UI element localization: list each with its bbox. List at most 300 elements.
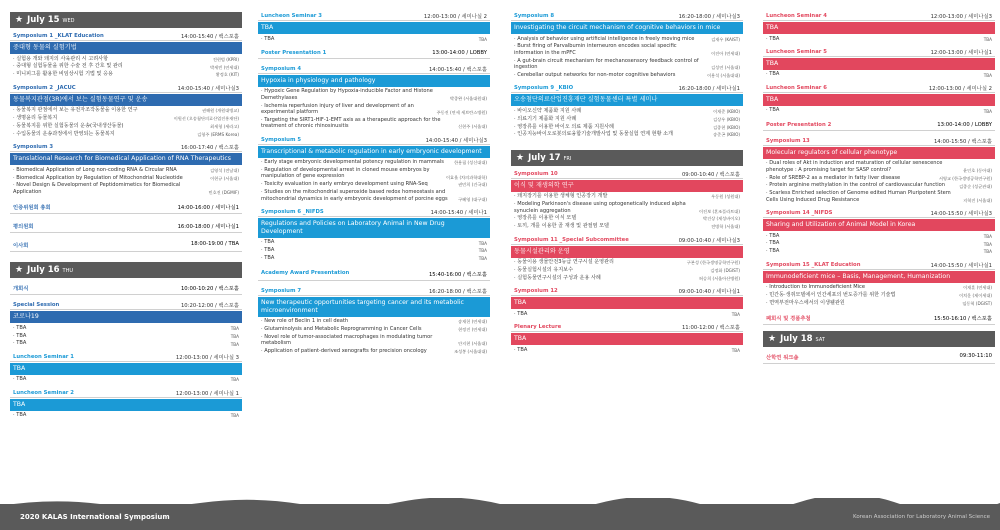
talk-item <box>511 267 743 273</box>
session-block <box>10 301 242 347</box>
talk-title: · 동물실험시설의 유지보수 <box>514 267 710 273</box>
talk-speaker: TBA <box>230 377 239 383</box>
talk-title: · 동물이용 생물안전3등급 연구시설 운영관리 <box>514 259 687 265</box>
talk-item <box>763 292 995 298</box>
session-block <box>763 120 995 131</box>
talk-item <box>10 182 242 195</box>
session-name: Symposium 1 _KLAT Education <box>13 33 104 39</box>
session-block <box>763 48 995 78</box>
talk-speaker: 조성봉 (서울대대) <box>454 349 487 355</box>
talk-speaker: 구혜영 (대구대) <box>458 196 487 202</box>
column-1 <box>10 12 242 425</box>
talk-item <box>258 159 490 165</box>
talk-speaker: 한용필 (성신대대) <box>454 160 487 166</box>
talk-speaker: 김종순 (성균관대) <box>959 183 992 189</box>
talk-item <box>763 248 995 254</box>
session-name: Symposium 4 <box>261 65 302 72</box>
session-title: Molecular regulators of cellular phenotype <box>763 147 995 159</box>
talk-speaker: 김영석 (전남대) <box>210 167 239 173</box>
talk-speaker: 전병학 (서울대) <box>711 224 740 230</box>
talk-item <box>10 56 242 62</box>
session-block <box>10 201 242 214</box>
talk-speaker: 이진보 (혼조플라트대) <box>698 208 740 214</box>
talk-speaker: 전현범 (KPRI) <box>212 56 239 62</box>
session-time: 14:00-15:50 / 세미나실1 <box>930 262 992 269</box>
session-block <box>511 84 743 138</box>
session-time: 16:20-18:00 / 세미나실1 <box>678 86 740 93</box>
talk-title: · TBA <box>261 239 479 245</box>
session-name: Symposium 2 _JACUC <box>13 84 76 91</box>
session-name: Symposium 5 <box>261 136 302 143</box>
talk-item <box>763 107 995 113</box>
talk-item <box>258 36 490 42</box>
talk-speaker: 구본성 (한국생명공학연구원) <box>686 260 740 266</box>
star-icon: ★ <box>15 265 24 276</box>
day-header-july16 <box>10 262 242 278</box>
talk-speaker: 김상우 (KBIO) <box>713 116 740 122</box>
session-time: 11:00-12:00 / 백스포홀 <box>681 325 740 332</box>
talk-title: · TBA <box>766 36 984 42</box>
talk-item <box>10 412 242 418</box>
session-block <box>10 389 242 419</box>
talk-speaker: 임동혁 (DGIST) <box>962 301 992 307</box>
talk-item <box>763 240 995 246</box>
talk-item <box>511 193 743 199</box>
session-block <box>763 84 995 114</box>
talk-speaker: 최세형 (세라고) <box>210 124 239 130</box>
talk-title: · TBA <box>13 376 231 382</box>
talk-item <box>511 223 743 229</box>
talk-item <box>763 190 995 203</box>
session-block <box>511 170 743 230</box>
talk-speaker: 박건상 (제성바이오) <box>703 216 740 222</box>
talk-title: · Biomedical Application of Long non-coding RNA & Circular RNA <box>13 167 210 173</box>
session-block <box>511 236 743 282</box>
talk-speaker: 송준곤 (KBIO) <box>713 132 740 138</box>
session-single-row <box>763 351 995 364</box>
talk-title: · 면역부전마우스에서의 이생웰관원 <box>766 300 962 306</box>
session-header <box>511 12 743 21</box>
talk-title: · TBA <box>13 412 231 418</box>
talk-speaker: TBA <box>983 233 992 239</box>
talk-item <box>511 124 743 130</box>
talk-item <box>511 116 743 122</box>
session-name: Symposium 3 <box>13 144 54 151</box>
talk-title: · TBA <box>766 248 984 254</box>
talk-title: · 수입동물의 운송과정에서 반영되는 동물복지 <box>13 131 197 137</box>
star-icon: ★ <box>768 334 777 345</box>
session-time: 12:00-13:00 / 세미나실 3 <box>175 354 239 361</box>
talk-speaker: 허승희 (서울아산병원) <box>698 275 740 281</box>
talk-title: · TBA <box>766 71 984 77</box>
session-header <box>10 301 242 310</box>
talk-item <box>763 233 995 239</box>
session-time: 18:00-19:00 / TBA <box>190 241 239 248</box>
footer-title: 2020 KALAS International Symposium <box>20 513 170 521</box>
session-block <box>10 143 242 195</box>
session-header <box>258 287 490 296</box>
star-icon: ★ <box>516 152 525 163</box>
session-name: 개회식 <box>13 286 29 293</box>
session-block <box>511 323 743 353</box>
talk-item <box>10 131 242 137</box>
session-name: Symposium 7 <box>261 287 302 294</box>
talk-title: · TBA <box>13 333 231 339</box>
talk-speaker: 서영교 (한국생명공학연구원) <box>938 175 992 181</box>
talk-item <box>511 43 743 56</box>
talk-title: · Modeling Parkinson's disease using optogenetically induced alpha synuclein aggregation <box>514 201 699 214</box>
talk-title: · 토끼, 개를 이용한 골 재생 및 관절염 모델 <box>514 223 711 229</box>
talk-item <box>763 182 995 188</box>
talk-title: · Targeting the SIRT1-HIF-1-EMT axis as a therapeutic approach for the treatment of chronic rhinosinusitis <box>261 117 458 130</box>
talk-speaker: TBA <box>230 325 239 331</box>
talk-speaker: 김정화 (DGIST) <box>710 268 740 274</box>
talk-title: · TBA <box>766 107 984 113</box>
talk-item <box>10 376 242 382</box>
talk-speaker: 안지현 (서울대) <box>458 341 487 347</box>
session-title: 오송첨단의료산업진흥재단 실험동물센터 특별 세미나 <box>511 94 743 106</box>
talk-title: · Hypoxic Gene Regulation by Hypoxia-inducible Factor and Histone Demethylases <box>261 88 450 101</box>
session-header <box>763 137 995 146</box>
session-block <box>763 312 995 325</box>
talk-title: · Biomedical Application by Regulation of Mitochondrial Nucleotide <box>13 175 210 181</box>
talk-item <box>10 167 242 173</box>
session-title: 동물시설관리와 운영 <box>511 246 743 258</box>
session-title: 이식 및 재생의학 연구 <box>511 180 743 192</box>
session-title: 코로나19 <box>10 311 242 323</box>
session-block <box>10 220 242 233</box>
talk-speaker: 이효율 (차의과학대학) <box>445 174 487 180</box>
talk-title: · 동물복지 관점에서 보는 유전자조작동물을 이용한 연구 <box>13 107 202 113</box>
session-time: 14:00-15:40 / 세미나실3 <box>425 137 487 144</box>
session-single-row <box>10 201 242 214</box>
talk-item <box>258 326 490 332</box>
session-block <box>763 351 995 364</box>
talk-item <box>258 181 490 187</box>
session-name: 폐회식 및 경품추첨 <box>766 316 811 323</box>
talk-title: · Dual roles of Akt in induction and maturation of cellular senescence phenotype : A promising target for SASP control? <box>766 160 963 173</box>
talk-title: · TBA <box>261 255 479 261</box>
session-name: Luncheon Seminar 3 <box>261 13 322 19</box>
session-header <box>10 389 242 398</box>
session-name: Symposium 11 _Special Subcommittee <box>514 236 629 243</box>
session-header <box>10 32 242 41</box>
session-time: 14:00-15:40 / 백스포홀 <box>180 34 239 40</box>
talk-speaker: 이재준 (KBIO) <box>713 108 740 114</box>
session-header <box>763 84 995 93</box>
talk-speaker: TBA <box>731 311 740 317</box>
talk-speaker: 박종완 (서울대원대) <box>450 95 487 101</box>
talk-speaker: 주동진 (연세 세브란스병원) <box>436 110 487 116</box>
talk-title: · Burst firing of Parvalbumin interneuron encodes social specific information in the mPFC <box>514 43 711 56</box>
session-header <box>511 323 743 332</box>
talk-speaker: 황정호 (KIT) <box>215 72 239 78</box>
talk-item <box>10 123 242 129</box>
talk-speaker: TBA <box>230 333 239 339</box>
talk-item <box>258 239 490 245</box>
talk-speaker: 민호진 (DGMIF) <box>208 189 239 195</box>
talk-title: · Introduction to Immunodeficient Mice <box>766 284 963 290</box>
talk-title: · New role of Beclin 1 in cell death <box>261 318 458 324</box>
session-single-row <box>10 282 242 295</box>
session-header <box>258 65 490 74</box>
talk-item <box>258 334 490 347</box>
talk-item <box>511 58 743 71</box>
session-title: Investigating the circuit mechanism of cognitive behaviors in mice <box>511 22 743 34</box>
talk-item <box>511 215 743 221</box>
talk-title: · TBA <box>766 240 984 246</box>
day-label: July 15 <box>27 15 60 25</box>
talk-title: · 영장류를 이용한 이식 모델 <box>514 215 703 221</box>
talk-title: · 돼지장기를 이용한 생체형 인공장기 개발 <box>514 193 711 199</box>
session-time: 16:20-18:00 / 백스포홀 <box>428 288 487 295</box>
session-header <box>511 236 743 245</box>
session-time: 10:20-12:00 / 백스포홀 <box>180 303 239 310</box>
talk-title: · Role of SREBP-2 as a mediator in fatty liver disease <box>766 175 939 181</box>
session-time: 14:00-15:40 / 세미나실3 <box>177 85 239 92</box>
session-title: 동물복지관점(3R)에서 보는 실험동물연구 및 운송 <box>10 94 242 106</box>
talk-item <box>10 107 242 113</box>
session-single-row <box>10 220 242 233</box>
session-name: Luncheon Seminar 5 <box>766 48 827 55</box>
column-2 <box>258 12 490 360</box>
talk-item <box>10 71 242 77</box>
talk-item <box>511 275 743 281</box>
talk-speaker: 이현규 (서울대) <box>210 175 239 181</box>
session-single-row <box>258 48 490 59</box>
session-header <box>258 12 490 21</box>
session-name: Symposium 8 <box>514 13 555 19</box>
session-block <box>258 208 490 262</box>
talk-item <box>511 201 743 214</box>
session-time: 13:00-14:00 / LOBBY <box>432 49 487 56</box>
session-name: 평의원회 <box>13 224 34 231</box>
session-time: 16:00-17:40 / 백스포홀 <box>180 145 239 152</box>
session-time: 14:00-16:00 / 세미나실1 <box>177 205 239 212</box>
session-block <box>258 268 490 281</box>
talk-speaker: TBA <box>983 241 992 247</box>
talk-title: · Glutaminolysis and Metabolic Reprogramming in Cancer Cells <box>261 326 458 332</box>
session-name: Academy Award Presentation <box>261 269 350 276</box>
session-time: 12:00-13:00 / 세미나실1 <box>930 49 992 56</box>
session-title: Immunodeficient mice – Basis, Management, Humanization <box>763 271 995 283</box>
session-header <box>258 208 490 217</box>
session-name: Luncheon Seminar 1 <box>13 353 74 360</box>
session-single-row <box>258 268 490 281</box>
talk-title: · TBA <box>514 311 732 317</box>
session-block <box>10 32 242 78</box>
session-header <box>763 48 995 57</box>
talk-speaker: 이진아 (연세대) <box>711 50 740 56</box>
session-single-row <box>10 239 242 252</box>
day-header-july17 <box>511 150 743 166</box>
footer-bar <box>0 504 1000 530</box>
talk-title: · TBA <box>261 36 479 42</box>
session-time: 12:00-13:00 / 세미나실3 <box>930 14 992 20</box>
session-header <box>511 170 743 179</box>
column-4 <box>763 12 995 370</box>
talk-item <box>511 36 743 42</box>
talk-item <box>258 318 490 324</box>
session-title: TBA <box>763 58 995 70</box>
talk-item <box>763 284 995 290</box>
session-title: New therapeutic opportunities targeting cancer and its metabolic microenvironment <box>258 297 490 317</box>
talk-speaker: 김성연 (서울대) <box>711 65 740 71</box>
day-of-week: SAT <box>815 337 825 344</box>
talk-speaker: 김재우 (KAIST) <box>711 36 740 42</box>
talk-item <box>10 115 242 121</box>
session-block <box>511 12 743 78</box>
session-time: 09:00-10:40 / 세미나실3 <box>678 237 740 244</box>
session-block <box>10 84 242 138</box>
star-icon: ★ <box>15 15 24 25</box>
day-header-july18 <box>763 331 995 347</box>
talk-item <box>258 117 490 130</box>
session-title: Translational Research for Biomedical Application of RNA Therapeutics <box>10 153 242 165</box>
talk-title: · 인공지능바이오로봇의료융합기술개발사업 및 동물실험 연계 현황 소개 <box>514 131 713 137</box>
talk-item <box>10 175 242 181</box>
talk-speaker: 신현주 (서울대) <box>458 124 487 130</box>
session-name: Special Session <box>13 302 60 309</box>
talk-speaker: 윤인호 (동아대) <box>963 167 992 173</box>
session-title: TBA <box>10 399 242 411</box>
talk-speaker: TBA <box>478 248 487 254</box>
talk-speaker: 권민희 (건국대) <box>458 182 487 188</box>
session-name: Luncheon Seminar 4 <box>766 13 827 19</box>
session-header <box>763 261 995 270</box>
talk-speaker: 이치운 (제이세대) <box>959 293 992 299</box>
talk-title: · Application of patient-derived xenografts for precision oncology <box>261 348 454 354</box>
talk-title: · Novel Design & Development of Peptidomimetics for Biomedical Application <box>13 182 209 195</box>
talk-item <box>511 259 743 265</box>
talk-title: · TBA <box>13 325 231 331</box>
talk-speaker: TBA <box>478 36 487 42</box>
session-block <box>258 65 490 130</box>
session-time: 10:00-10:20 / 백스포홀 <box>180 286 239 293</box>
talk-speaker: TBA <box>478 240 487 246</box>
talk-title: · 중대형 실험동물을 위한 수술 전 후 간호 및 관리 <box>13 63 210 69</box>
talk-title: · Novel role of tumor-associated macrophages in modulating tumor metabolism <box>261 334 458 347</box>
session-title: Hypoxia in physiology and pathology <box>258 75 490 87</box>
session-time: 12:00-13:00 / 세미나실 2 <box>423 14 487 20</box>
talk-item <box>258 167 490 180</box>
talk-title: · Studies on the mitochondrial superoxide based redox homeostasis and mitochondrial dynamics in early embryonic development of porcine eggs <box>261 189 458 202</box>
session-name: Symposium 9 _KBIO <box>514 85 574 92</box>
session-name: 인증위원회 총회 <box>13 205 51 212</box>
talk-title: · Protein arginine methylation in the control of cardiovascular function <box>766 182 959 188</box>
session-header <box>10 353 242 362</box>
session-name: 산학연 워크숍 <box>766 355 799 362</box>
talk-item <box>763 300 995 306</box>
talk-item <box>511 108 743 114</box>
session-block <box>258 12 490 42</box>
talk-title: · Scarless Enriched selection of Genome edited Human Pluripotent Stem Cells Using Induced Drug Resistance <box>766 190 963 203</box>
session-time: 14:00-15:50 / 세미나실3 <box>930 210 992 217</box>
talk-title: · 실험동물연구시설의 구성과 운용 사례 <box>514 275 699 281</box>
session-header <box>511 84 743 93</box>
day-of-week: THU <box>62 268 74 275</box>
talk-item <box>258 189 490 202</box>
talk-title: · 생명윤리 동물복지 <box>13 115 174 121</box>
talk-speaker: 이재훈 (연세대) <box>963 285 992 291</box>
talk-item <box>511 347 743 353</box>
session-block <box>10 282 242 295</box>
talk-speaker: 김종현 (KBIO) <box>713 124 740 130</box>
talk-title: · Cerebellar output networks for non-motor cognitive behaviors <box>514 72 707 78</box>
session-title: Transcriptional & metabolic regulation in early embryonic development <box>258 146 490 158</box>
session-time: 14:00-15:40 / 백스포홀 <box>428 66 487 73</box>
talk-item <box>258 255 490 261</box>
session-title: TBA <box>763 22 995 34</box>
talk-item <box>763 160 995 173</box>
session-time: 09:00-10:40 / 세미나실1 <box>678 289 740 296</box>
session-name: Luncheon Seminar 6 <box>766 84 827 91</box>
session-block <box>258 287 490 355</box>
talk-speaker: TBA <box>983 36 992 42</box>
talk-item <box>10 340 242 346</box>
talk-item <box>763 175 995 181</box>
session-single-row <box>763 120 995 131</box>
talk-speaker: TBA <box>478 256 487 262</box>
session-time: 16:20-18:00 / 세미나실3 <box>678 14 740 20</box>
talk-title: · TBA <box>514 347 732 353</box>
session-name: Symposium 15 _KLAT Education <box>766 261 861 268</box>
talk-speaker: 이용석 (서울대대) <box>707 72 740 78</box>
session-name: Poster Presentation 1 <box>261 49 327 56</box>
talk-speaker: TBA <box>983 108 992 114</box>
session-title: TBA <box>10 363 242 375</box>
talk-title: · 의료기기 제품화 지원 사례 <box>514 116 713 122</box>
talk-title: · 민간동·생쥐모델에서 인간세포의 번도증가를 위한 기술법 <box>766 292 959 298</box>
day-header-july15 <box>10 12 242 28</box>
session-block <box>10 353 242 383</box>
talk-item <box>258 88 490 101</box>
session-time: 12:00-13:00 / 세미나실 1 <box>175 390 239 397</box>
session-block <box>763 137 995 203</box>
session-block <box>258 136 490 202</box>
session-time: 15:50-16:10 / 백스포홀 <box>933 316 992 323</box>
talk-title: · Ischemia reperfusion injury of liver and development of an experimental platform <box>261 103 437 116</box>
session-title: TBA <box>763 94 995 106</box>
session-title: TBA <box>511 333 743 345</box>
talk-title: · 실험용 개와 돼지의 사육관리 시 고려사항 <box>13 56 213 62</box>
talk-speaker: TBA <box>983 72 992 78</box>
talk-item <box>10 63 242 69</box>
session-name: Symposium 13 <box>766 137 810 144</box>
session-title: TBA <box>511 297 743 309</box>
talk-title: · TBA <box>13 340 231 346</box>
talk-speaker: 송재헌 (연세대) <box>458 319 487 325</box>
session-name: Plenary Lecture <box>514 324 562 331</box>
footer-org: Korean Association for Laboratory Animal Science <box>852 514 990 520</box>
session-name: Symposium 14 _NIFDS <box>766 209 833 216</box>
talk-title: · Regulation of developmental arrest in cloned mouse embryos by manipulation of gene expression <box>261 167 446 180</box>
session-name: Poster Presentation 2 <box>766 121 832 128</box>
session-header <box>763 12 995 21</box>
talk-speaker: 이원선 (오송첨단의료산업진흥재단) <box>173 116 239 122</box>
session-block <box>10 239 242 252</box>
talk-title: · 미니피그를 활용한 비임상시험 기법 및 응용 <box>13 71 216 77</box>
session-name: 이사회 <box>13 243 29 250</box>
talk-item <box>763 36 995 42</box>
talk-speaker: TBA <box>230 341 239 347</box>
talk-speaker: TBA <box>983 249 992 255</box>
session-time: 14:00-15:40 / 세미나1 <box>430 209 487 216</box>
session-block <box>258 48 490 59</box>
talk-item <box>511 72 743 78</box>
session-header <box>10 84 242 93</box>
talk-title: · TBA <box>766 233 984 239</box>
